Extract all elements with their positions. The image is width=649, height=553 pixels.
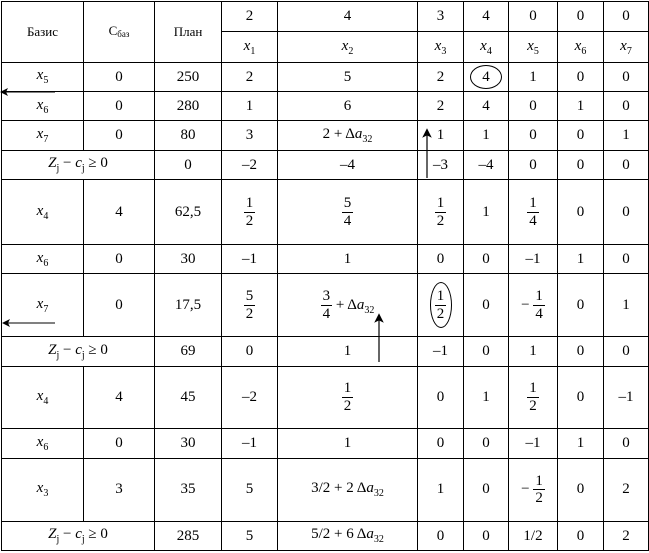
header-cost: 0 xyxy=(558,2,604,32)
header-var: $x_1$ xyxy=(222,32,278,62)
coef-cell: 1 xyxy=(464,180,509,245)
cb-cell: 0 xyxy=(84,429,155,458)
fraction: $\frac{1}{2}$ xyxy=(343,380,352,414)
table-row xyxy=(2,274,649,337)
plan-cell: 80 xyxy=(155,121,222,150)
coef-cell: 1/2 xyxy=(509,521,558,550)
table-row xyxy=(2,366,649,429)
coef-cell: 5 xyxy=(278,62,418,91)
table-row xyxy=(2,245,649,274)
z-label: $Z_j - c_j \ge 0$ xyxy=(2,150,155,179)
fraction: − $\frac{1}{2}$ xyxy=(521,472,543,507)
coef-cell: 0 xyxy=(464,429,509,458)
coef-cell: 0 xyxy=(464,458,509,521)
coef-cell: 1 xyxy=(418,121,464,150)
param-expression: $2 + \Delta a_{32}$ xyxy=(322,126,373,146)
header-basis: Базис xyxy=(2,2,84,63)
coef-cell: –1 xyxy=(509,429,558,458)
z-row xyxy=(2,150,649,179)
coef-cell: 0 xyxy=(558,121,604,150)
z-label: $Z_j - c_j \ge 0$ xyxy=(2,337,155,366)
z-row xyxy=(2,521,649,550)
header-var: $x_4$ xyxy=(464,32,509,62)
table-row xyxy=(2,180,649,245)
coef-cell: 2 xyxy=(418,92,464,121)
table-row xyxy=(2,429,649,458)
fraction: $\frac{1}{2}$ xyxy=(436,195,445,229)
coef-cell: –4 xyxy=(464,150,509,179)
coef-cell: –1 xyxy=(604,366,649,429)
coef-cell xyxy=(418,180,464,245)
coef-cell: 0 xyxy=(558,150,604,179)
coef-cell: 0 xyxy=(418,521,464,550)
z-row xyxy=(2,337,649,366)
coef-cell: 0 xyxy=(604,92,649,121)
coef-cell: –1 xyxy=(509,245,558,274)
header-cost: 3 xyxy=(418,2,464,32)
coef-cell: 1 xyxy=(509,337,558,366)
coef-cell: 0 xyxy=(464,521,509,550)
coef-cell xyxy=(509,180,558,245)
coef-cell: 0 xyxy=(558,180,604,245)
cb-cell: 3 xyxy=(84,458,155,521)
fraction: $\frac{1}{4}$ xyxy=(529,195,537,229)
coef-cell xyxy=(278,458,418,521)
coef-cell: –3 xyxy=(418,150,464,179)
coef-cell: 2 xyxy=(604,521,649,550)
header-plan: План xyxy=(155,2,222,63)
basis-cell: $x_6$ xyxy=(2,92,84,121)
z-label: $Z_j - c_j \ge 0$ xyxy=(2,521,155,550)
header-cost: 0 xyxy=(604,2,649,32)
coef-cell: 0 xyxy=(418,366,464,429)
header-cost: 4 xyxy=(278,2,418,32)
coef-cell: 0 xyxy=(604,429,649,458)
plan-cell: 285 xyxy=(155,521,222,550)
coef-cell: 0 xyxy=(464,274,509,337)
header-row-costs xyxy=(2,2,649,32)
coef-cell: 0 xyxy=(558,337,604,366)
table-row xyxy=(2,458,649,521)
fraction: $\frac{5}{4}$ xyxy=(343,195,352,229)
coef-cell: 1 xyxy=(604,121,649,150)
coef-cell: 6 xyxy=(278,92,418,121)
plan-cell: 250 xyxy=(155,62,222,91)
coef-cell: 0 xyxy=(604,180,649,245)
coef-cell: 0 xyxy=(604,150,649,179)
coef-cell: 2 xyxy=(604,458,649,521)
plan-cell: 280 xyxy=(155,92,222,121)
pivot-circle: $\frac{1}{2}$ xyxy=(430,282,452,328)
table-row xyxy=(2,121,649,150)
cb-cell: 4 xyxy=(84,366,155,429)
param-expression: 3/2 + 2 $\Delta a_{32}$ xyxy=(311,480,384,500)
coef-cell: 1 xyxy=(509,62,558,91)
header-var: $x_2$ xyxy=(278,32,418,62)
plan-cell: 35 xyxy=(155,458,222,521)
coef-cell: 1 xyxy=(558,245,604,274)
plan-cell: 45 xyxy=(155,366,222,429)
coef-cell: 0 xyxy=(604,245,649,274)
coef-cell: 3 xyxy=(222,121,278,150)
coef-cell: 0 xyxy=(509,92,558,121)
cb-cell: 0 xyxy=(84,62,155,91)
coef-cell: 0 xyxy=(558,274,604,337)
coef-cell xyxy=(278,121,418,150)
coef-cell: –1 xyxy=(222,245,278,274)
coef-cell: 1 xyxy=(418,458,464,521)
plan-cell: 30 xyxy=(155,429,222,458)
plan-cell: 62,5 xyxy=(155,180,222,245)
coef-cell: 5 xyxy=(222,521,278,550)
pivot-cell xyxy=(464,62,509,91)
cb-cell: 0 xyxy=(84,274,155,337)
pivot-cell xyxy=(418,274,464,337)
header-cost: 2 xyxy=(222,2,278,32)
basis-cell: $x_6$ xyxy=(2,245,84,274)
coef-cell: 1 xyxy=(278,429,418,458)
coef-cell: 1 xyxy=(558,92,604,121)
coef-cell: 1 xyxy=(278,337,418,366)
plan-cell: 17,5 xyxy=(155,274,222,337)
coef-cell: 0 xyxy=(464,245,509,274)
coef-cell xyxy=(278,274,418,337)
coef-cell: 0 xyxy=(418,429,464,458)
basis-cell: $x_7$ xyxy=(2,274,84,337)
basis-cell: $x_4$ xyxy=(2,180,84,245)
coef-cell: 0 xyxy=(222,337,278,366)
coef-cell: 1 xyxy=(604,274,649,337)
coef-cell xyxy=(278,521,418,550)
table-row xyxy=(2,62,649,91)
coef-cell: 0 xyxy=(604,62,649,91)
coef-cell: 2 xyxy=(222,62,278,91)
fraction: $\frac{5}{2}$ xyxy=(245,288,254,322)
basis-cell: $x_6$ xyxy=(2,429,84,458)
fraction: − $\frac{1}{4}$ xyxy=(521,288,543,322)
basis-cell: $x_4$ xyxy=(2,366,84,429)
header-var: $x_7$ xyxy=(604,32,649,62)
header-var: $x_6$ xyxy=(558,32,604,62)
basis-cell: $x_3$ xyxy=(2,458,84,521)
fraction: $\frac{1}{2}$ xyxy=(529,380,537,414)
header-cost: 4 xyxy=(464,2,509,32)
coef-cell: –1 xyxy=(418,337,464,366)
fraction: $\frac{1}{2}$ xyxy=(245,195,254,229)
coef-cell xyxy=(278,366,418,429)
basis-cell: $x_7$ xyxy=(2,121,84,150)
coef-cell: 0 xyxy=(558,458,604,521)
table-row xyxy=(2,92,649,121)
coef-cell: 0 xyxy=(558,366,604,429)
coef-cell: 2 xyxy=(418,62,464,91)
coef-cell xyxy=(222,180,278,245)
coef-cell: 1 xyxy=(558,429,604,458)
coef-cell: 0 xyxy=(558,62,604,91)
cb-cell: 0 xyxy=(84,245,155,274)
header-cbaz: Сбаз xyxy=(84,2,155,63)
cb-cell: 4 xyxy=(84,180,155,245)
coef-cell: 0 xyxy=(558,521,604,550)
header-var: $x_5$ xyxy=(509,32,558,62)
pivot-circle: 4 xyxy=(470,65,502,89)
coef-cell xyxy=(509,274,558,337)
plan-cell: 69 xyxy=(155,337,222,366)
coef-cell: 0 xyxy=(509,121,558,150)
coef-cell: –2 xyxy=(222,150,278,179)
param-expression: 5/2 + 6 $\Delta a_{32}$ xyxy=(311,526,384,546)
plan-cell: 0 xyxy=(155,150,222,179)
cb-cell: 0 xyxy=(84,92,155,121)
coef-cell xyxy=(509,458,558,521)
basis-cell: $x_5$ xyxy=(2,62,84,91)
param-expression: $\frac{3}{4}$ + $\Delta a_{32}$ xyxy=(322,288,375,322)
header-cost: 0 xyxy=(509,2,558,32)
coef-cell: 5 xyxy=(222,458,278,521)
coef-cell: –4 xyxy=(278,150,418,179)
coef-cell: 0 xyxy=(418,245,464,274)
coef-cell xyxy=(509,366,558,429)
coef-cell: 1 xyxy=(464,121,509,150)
coef-cell: 1 xyxy=(222,92,278,121)
coef-cell: 1 xyxy=(464,366,509,429)
coef-cell xyxy=(278,180,418,245)
coef-cell xyxy=(222,274,278,337)
coef-cell: 0 xyxy=(604,337,649,366)
plan-cell: 30 xyxy=(155,245,222,274)
coef-cell: –2 xyxy=(222,366,278,429)
coef-cell: 0 xyxy=(464,337,509,366)
coef-cell: –1 xyxy=(222,429,278,458)
coef-cell: 0 xyxy=(509,150,558,179)
coef-cell: 1 xyxy=(278,245,418,274)
header-var: $x_3$ xyxy=(418,32,464,62)
cb-cell: 0 xyxy=(84,121,155,150)
coef-cell: 4 xyxy=(464,92,509,121)
simplex-table xyxy=(1,1,649,551)
